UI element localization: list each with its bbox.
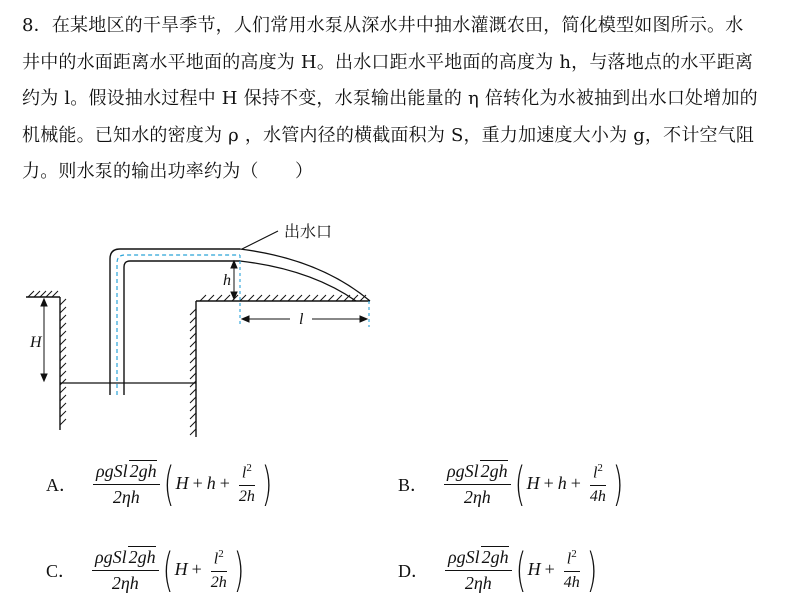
water-pipe [110,249,240,395]
option-coefficient: $\frac{\text{ρgSl 2gh}}{2\eta h}$ [92,546,159,594]
question-line: 力。则水泵的输出功率约为（ ） [22,161,314,182]
label-h: h [223,272,231,289]
option-b[interactable]: B． $\frac{\text{ρgSl 2gh}}{2\eta h}$ ( H + h + $\frac{l^2}{4h}$ ) [398,457,624,511]
label-l: l [299,311,304,328]
question-line: 机械能。已知水的密度为 ρ ，水管内径的横截面积为 S，重力加速度大小为 g，不计空气阻 [22,124,755,146]
question-line: 8．在某地区的干旱季节，人们常用水泵从深水井中抽水灌溉农田，简化模型如图所示。水 [22,15,744,36]
outlet-pointer [242,231,278,249]
question-text [22,8,780,191]
option-coefficient: $\frac{\text{ρgSl 2gh}}{2\eta h}$ [93,460,160,508]
option-coefficient: $\frac{\text{ρgSl 2gh}}{2\eta h}$ [444,460,511,508]
option-letter: C． [46,561,77,581]
label-H: H [30,334,42,351]
outlet-label: 出水口 [284,222,333,241]
left-ground [26,291,66,430]
well-pump-diagram [20,215,380,445]
h-dimension [231,261,237,299]
option-letter: D． [398,561,429,581]
H-dimension [41,299,47,381]
option-d[interactable]: D． $\frac{\text{ρgSl 2gh}}{2\eta h}$ ( H + $\frac{l^2}{4h}$ ) [398,543,598,597]
option-bracket-expr: H + h + $\frac{l^2}{2h}$ [175,462,255,505]
question-line: 井中的水面距离水平地面的高度为 H。出水口距水平地面的高度为 h，与落地点的水平距离 [22,51,754,73]
option-bracket-expr: H + $\frac{l^2}{4h}$ [527,548,580,591]
l-dimension [242,316,367,322]
right-ground [190,295,370,437]
option-bracket-expr: H + h + $\frac{l^2}{4h}$ [526,462,606,505]
option-bracket-expr: H + $\frac{l^2}{2h}$ [174,548,227,591]
option-coefficient: $\frac{\text{ρgSl 2gh}}{2\eta h}$ [445,546,512,594]
option-a[interactable]: A． $\frac{\text{ρgSl 2gh}}{2\eta h}$ ( H + h + $\frac{l^2}{2h}$ ) [46,457,273,511]
option-letter: A． [46,475,77,495]
water-jet [240,249,370,301]
question-line: 约为 l。假设抽水过程中 H 保持不变，水泵输出能量的 η 倍转化为水被抽到出水口处增加的 [22,88,758,109]
option-letter: B． [398,475,429,495]
option-c[interactable]: C． $\frac{\text{ρgSl 2gh}}{2\eta h}$ ( H + $\frac{l^2}{2h}$ ) [46,543,245,597]
